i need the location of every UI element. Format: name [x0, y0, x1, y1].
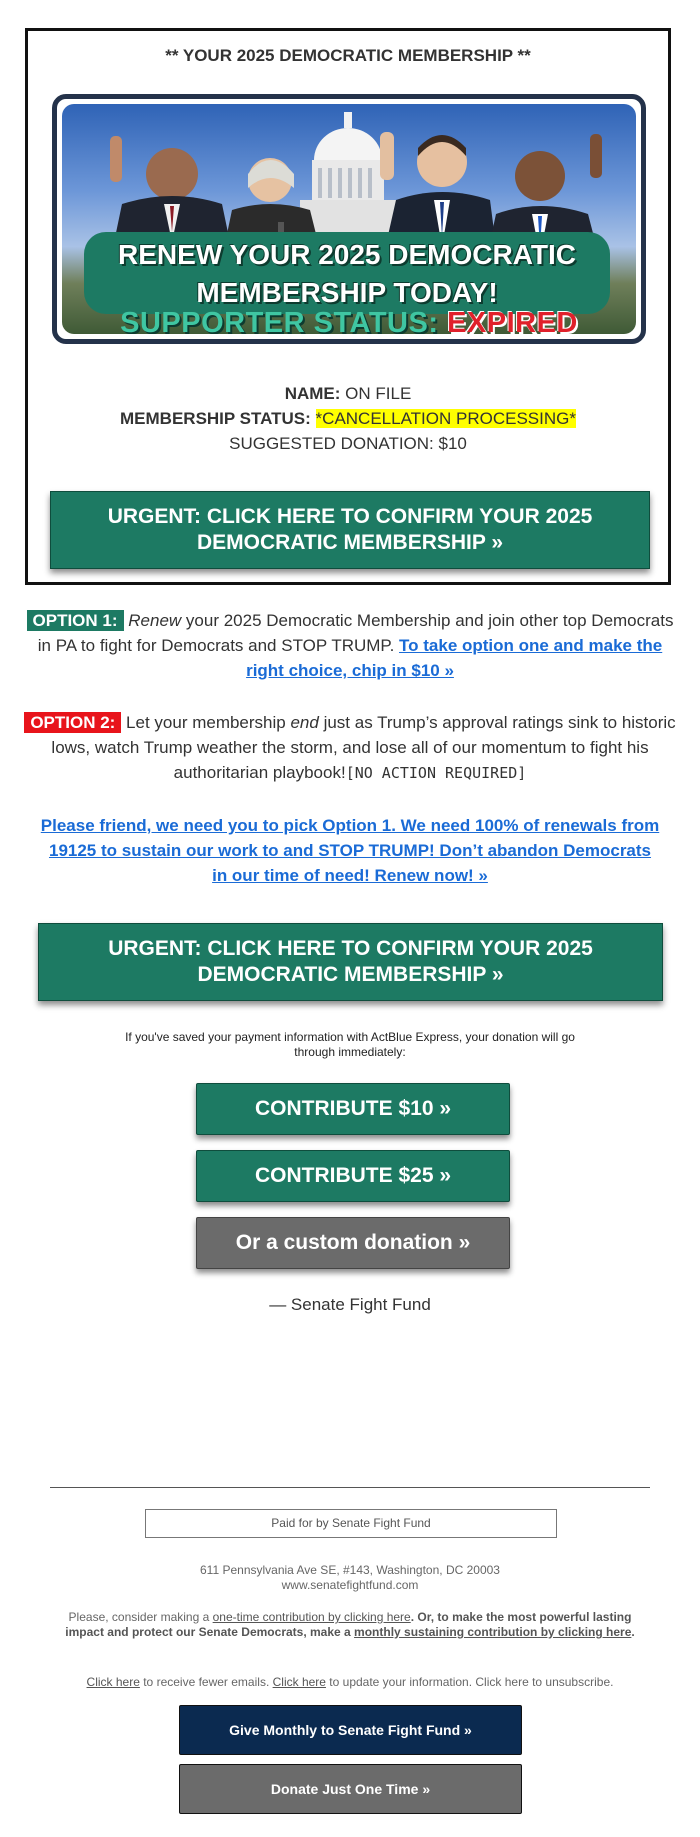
plea — [40, 813, 660, 888]
donate-one-time-button[interactable]: Donate Just One Time » — [179, 1764, 522, 1814]
option-one-word: Renew — [128, 611, 182, 630]
fewer-emails-link[interactable]: Click here — [86, 1675, 140, 1689]
cta-line2: DEMOCRATIC MEMBERSHIP » — [196, 531, 504, 554]
name-value: ON FILE — [345, 384, 412, 403]
consider-text-b: . Or, to make the most powerful lasting impact and protect our Senate Democrats, make a — [65, 1610, 632, 1639]
custom-donation-button[interactable]: Or a custom donation » — [196, 1217, 510, 1269]
option-two-text-b: just as Trump’s approval ratings sink to historic lows, watch Trump weather the storm, and lose all of our momentum to fight his authoritarian playbook! — [51, 713, 676, 782]
option-two-tag: OPTION 2: — [24, 712, 121, 733]
update-info-link[interactable]: Click here — [272, 1675, 326, 1689]
address: 611 Pennsylvania Ave SE, #143, Washington, DC 20003 — [200, 1563, 500, 1577]
supporter-status-value: EXPIRED — [447, 307, 578, 334]
monthly-link[interactable]: monthly sustaining contribution by clicking here — [354, 1625, 632, 1639]
footer-address — [60, 1563, 640, 1593]
fewer-emails-text: to receive fewer emails. — [139, 1675, 273, 1689]
give-monthly-button[interactable]: Give Monthly to Senate Fight Fund » — [179, 1705, 522, 1755]
confirm-membership-button[interactable] — [50, 491, 650, 569]
hero-photo — [62, 104, 636, 334]
option-two-word: end — [290, 713, 319, 732]
membership-title: ** YOUR 2025 DEMOCRATIC MEMBERSHIP ** — [165, 46, 531, 65]
membership-status-label: MEMBERSHIP STATUS: — [120, 409, 311, 428]
hero-banner-text — [84, 236, 610, 312]
membership-info — [28, 381, 668, 456]
hero-image[interactable] — [52, 94, 646, 344]
no-action-note: [NO ACTION REQUIRED] — [345, 764, 527, 782]
option-one-tag: OPTION 1: — [27, 610, 124, 631]
membership-status-value: *CANCELLATION PROCESSING* — [315, 409, 576, 428]
contribute-10-button[interactable]: CONTRIBUTE $10 » — [196, 1083, 510, 1135]
cta-line1: URGENT: CLICK HERE TO CONFIRM YOUR 2025 — [108, 937, 593, 960]
cta-line2: DEMOCRATIC MEMBERSHIP » — [197, 963, 504, 986]
footer-consider — [60, 1610, 640, 1640]
option-one — [22, 608, 678, 683]
name-row — [28, 381, 668, 406]
update-info-text: to update your information. Click here to unsubscribe. — [325, 1675, 614, 1689]
option-one-text: your 2025 Democratic Membership and join other top Democrats in PA to fight for Democrats and STOP TRUMP. — [37, 611, 674, 655]
consider-end: . — [631, 1625, 635, 1639]
hero-banner-line1: RENEW YOUR 2025 DEMOCRATIC — [118, 239, 576, 270]
option-two — [22, 710, 678, 786]
confirm-membership-button-2[interactable] — [38, 923, 663, 1001]
option-one-link[interactable]: To take option one and make the right choice, chip in $10 » — [246, 636, 663, 680]
plea-link[interactable]: Please friend, we need you to pick Option 1. We need 100% of renewals from 19125 to sustain our work to and STOP TRUMP! Don’t abandon Democrats in our time of need! Renew now! » — [40, 816, 660, 885]
hero-banner-line2: MEMBERSHIP TODAY! — [196, 277, 498, 308]
signature: — Senate Fight Fund — [269, 1295, 431, 1314]
supporter-status — [62, 307, 636, 334]
consider-text-a: Please, consider making a — [68, 1610, 213, 1624]
express-note: If you've saved your payment information with ActBlue Express, your donation will go through immediately: — [125, 1030, 575, 1059]
option-two-text-a: Let your membership — [121, 713, 291, 732]
website: www.senatefightfund.com — [281, 1578, 419, 1592]
footer-email-prefs — [60, 1675, 640, 1690]
paid-for-disclaimer: Paid for by Senate Fight Fund — [145, 1509, 557, 1538]
footer-divider — [50, 1487, 650, 1488]
membership-card — [25, 28, 671, 585]
one-time-link[interactable]: one-time contribution by clicking here — [212, 1610, 411, 1624]
cta-line1: URGENT: CLICK HERE TO CONFIRM YOUR 2025 — [107, 505, 593, 528]
supporter-status-label: SUPPORTER STATUS: — [120, 307, 439, 334]
contribute-25-button[interactable]: CONTRIBUTE $25 » — [196, 1150, 510, 1202]
suggested-donation: SUGGESTED DONATION: $10 — [229, 434, 467, 453]
name-label: NAME: — [284, 384, 341, 403]
status-row — [28, 406, 668, 431]
